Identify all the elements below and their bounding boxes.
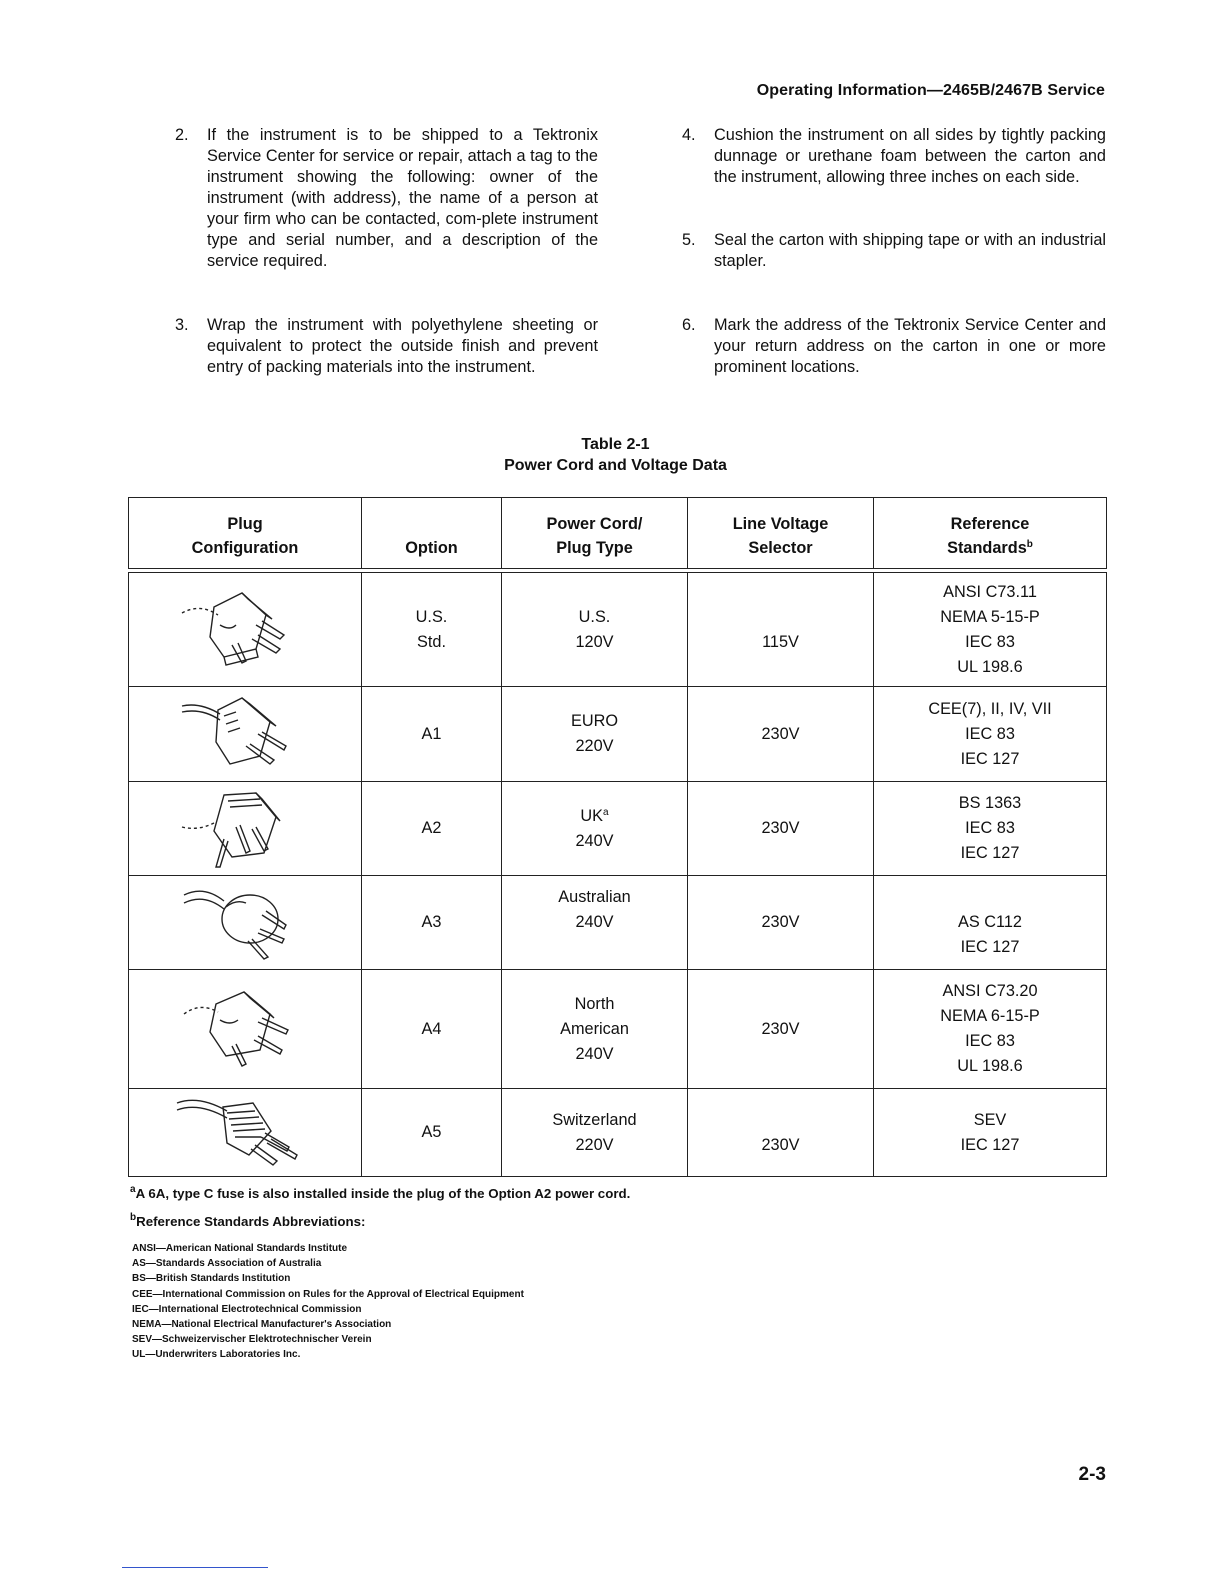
plug-cell bbox=[129, 970, 362, 1089]
abbreviation-item: SEV—Schweizervischer Elektrotechnischer Verein bbox=[132, 1334, 372, 1346]
option-cell: A2 bbox=[362, 782, 502, 876]
standards-cell: ANSI C73.20 NEMA 6-15-P IEC 83 UL 198.6 bbox=[874, 970, 1107, 1089]
running-header: Operating Information—2465B/2467B Service bbox=[756, 82, 1105, 99]
option-cell: A4 bbox=[362, 970, 502, 1089]
option-cell: U.S. Std. bbox=[362, 573, 502, 687]
cord-cell: North American 240V bbox=[502, 970, 688, 1089]
switzerland-plug-icon bbox=[175, 1093, 315, 1173]
bottom-rule bbox=[122, 1567, 268, 1568]
australian-plug-icon bbox=[180, 881, 310, 965]
cord-cell: $UK^a$ 240V bbox=[502, 782, 688, 876]
power-cord-table bbox=[128, 497, 1107, 1177]
cord-cell: Switzerland 220V bbox=[502, 1089, 688, 1177]
step-text: Mark the address of the Tektronix Service Center and your return address on the carton in one or more prominent locations. bbox=[714, 316, 1106, 376]
table-row-euro bbox=[129, 687, 1107, 782]
plug-cell bbox=[129, 1089, 362, 1177]
table-caption bbox=[0, 434, 1224, 476]
table-header-row bbox=[129, 498, 1107, 569]
abbreviation-item: UL—Underwriters Laboratories Inc. bbox=[132, 1349, 301, 1361]
voltage-cell: 230V bbox=[688, 782, 874, 876]
uk-plug-icon bbox=[180, 787, 310, 871]
table-number: Table 2-1 bbox=[581, 436, 650, 453]
step-number: 5. bbox=[682, 231, 696, 249]
table-row-uk bbox=[129, 782, 1107, 876]
footnote-a: $^a$A 6A, type C fuse is also installed inside the plug of the Option A2 power cord. bbox=[130, 1184, 631, 1201]
step-number: 6. bbox=[682, 316, 696, 334]
north-american-plug-icon bbox=[180, 984, 310, 1074]
standards-cell: BS 1363 IEC 83 IEC 127 bbox=[874, 782, 1107, 876]
header-power-cord: Power Cord/ Plug Type bbox=[502, 498, 688, 569]
standards-cell: ANSI C73.11 NEMA 5-15-P IEC 83 UL 198.6 bbox=[874, 573, 1107, 687]
step-text: Seal the carton with shipping tape or with an industrial stapler. bbox=[714, 231, 1106, 270]
option-cell: A3 bbox=[362, 876, 502, 970]
standards-cell: SEV IEC 127 bbox=[874, 1089, 1107, 1177]
cord-cell: U.S. 120V bbox=[502, 573, 688, 687]
header-reference-standards: Reference Standards$^b$ bbox=[874, 498, 1107, 569]
option-cell: A1 bbox=[362, 687, 502, 782]
step-3 bbox=[175, 315, 598, 378]
table-row-us bbox=[129, 573, 1107, 687]
plug-cell bbox=[129, 782, 362, 876]
us-plug-icon bbox=[180, 585, 310, 675]
abbreviation-item: BS—British Standards Institution bbox=[132, 1273, 291, 1285]
abbreviation-item: CEE—International Commission on Rules for the Approval of Electrical Equipment bbox=[132, 1288, 524, 1300]
instruction-steps-right bbox=[682, 125, 1106, 378]
abbreviation-item: NEMA—National Electrical Manufacturer's Association bbox=[132, 1319, 392, 1331]
step-text: Wrap the instrument with polyethylene sheeting or equivalent to protect the outside finish and prevent entry of packing materials into the instrument. bbox=[207, 316, 598, 376]
voltage-cell: 230V bbox=[688, 876, 874, 970]
abbreviation-list bbox=[132, 1241, 524, 1363]
euro-plug-icon bbox=[180, 694, 310, 774]
step-2 bbox=[175, 125, 598, 272]
footnote-b: $^b$Reference Standards Abbreviations: bbox=[130, 1212, 366, 1229]
cord-cell: EURO 220V bbox=[502, 687, 688, 782]
plug-cell bbox=[129, 876, 362, 970]
table-title: Power Cord and Voltage Data bbox=[504, 457, 727, 474]
instruction-steps-left bbox=[175, 125, 598, 378]
header-option: Option bbox=[362, 498, 502, 569]
standards-cell: CEE(7), II, IV, VII IEC 83 IEC 127 bbox=[874, 687, 1107, 782]
voltage-cell: 230V bbox=[688, 1089, 874, 1177]
step-5 bbox=[682, 230, 1106, 272]
page-number: 2-3 bbox=[1078, 1464, 1106, 1485]
cord-cell: Australian 240V bbox=[502, 876, 688, 970]
table-row-north-american bbox=[129, 970, 1107, 1089]
step-text: Cushion the instrument on all sides by tightly packing dunnage or urethane foam between the carton and the instrument, allowing three inches on each side. bbox=[714, 126, 1106, 186]
abbreviation-item: ANSI—American National Standards Institute bbox=[132, 1243, 348, 1254]
abbreviation-item: IEC—International Electrotechnical Commission bbox=[132, 1303, 362, 1315]
voltage-cell: 230V bbox=[688, 687, 874, 782]
voltage-cell: 230V bbox=[688, 970, 874, 1089]
header-plug-configuration: Plug Configuration bbox=[129, 498, 362, 569]
step-text: If the instrument is to be shipped to a Tektronix Service Center for service or repair, attach a tag to the instrument showing the following: owner of the instrument (with address), the name of a person at your firm who can be contacted, com-plete instrument type and serial number, and a description of the service required. bbox=[207, 126, 598, 270]
option-cell: A5 bbox=[362, 1089, 502, 1177]
abbreviation-item: AS—Standards Association of Australia bbox=[132, 1258, 322, 1270]
step-number: 2. bbox=[175, 126, 189, 144]
plug-cell bbox=[129, 687, 362, 782]
step-4 bbox=[682, 125, 1106, 188]
table-row-switzerland bbox=[129, 1089, 1107, 1177]
table-row-australian bbox=[129, 876, 1107, 970]
plug-cell bbox=[129, 573, 362, 687]
header-line-voltage: Line Voltage Selector bbox=[688, 498, 874, 569]
step-6 bbox=[682, 315, 1106, 378]
step-number: 4. bbox=[682, 126, 696, 144]
standards-cell: AS C112 IEC 127 bbox=[874, 876, 1107, 970]
voltage-cell: 115V bbox=[688, 573, 874, 687]
step-number: 3. bbox=[175, 316, 189, 334]
